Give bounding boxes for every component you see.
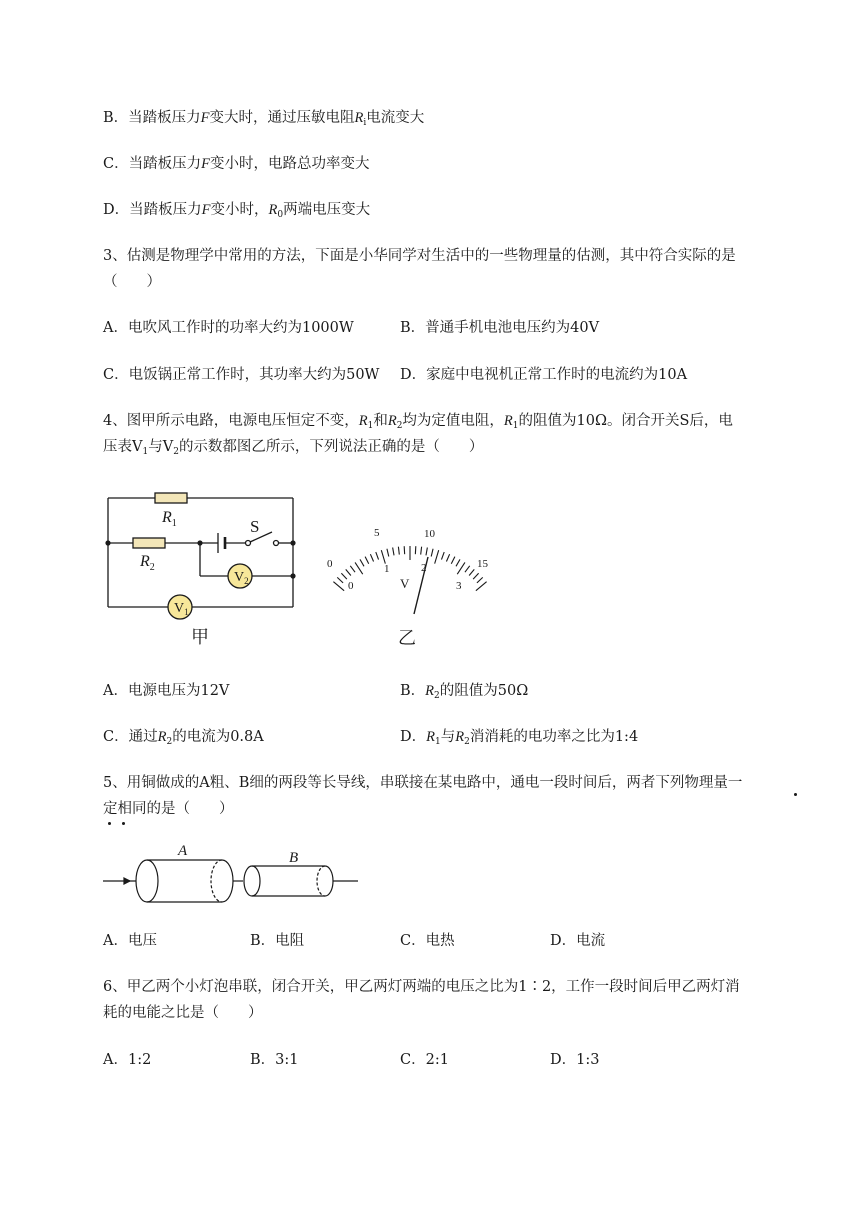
dial-tick (370, 554, 373, 561)
q6-option-c: C．2:1 (400, 1052, 449, 1068)
q6-stem-line1: 6、甲乙两个小灯泡串联，闭合开关，甲乙两灯两端的电压之比为1∶2，工作一段时间后甲乙两灯消 (103, 979, 740, 995)
meter-bottom-3: 3 (456, 580, 462, 592)
q4-option-d: D．$R_1$与$R_2$消消耗的电功率之比为1:4 (400, 729, 639, 747)
q6-option-d: D．1:3 (550, 1052, 600, 1068)
dial-tick (477, 577, 483, 582)
dial-tick (360, 559, 364, 566)
switch-label: S (250, 517, 260, 536)
q3-option-c: C．电饭锅正常工作时，其功率大约为50W (103, 367, 380, 383)
dial-tick (350, 566, 355, 572)
figure-label-yi: 乙 (398, 628, 416, 648)
dial-tick (355, 562, 363, 574)
meter-top-5: 5 (374, 527, 380, 539)
voltmeter-dial-yi (318, 518, 503, 653)
q5-option-a: A．电压 (103, 933, 157, 949)
dial-tick (446, 554, 449, 561)
emphasis-dot (794, 793, 797, 796)
q6-stem-line2: 耗的电能之比是（ ） (103, 1005, 263, 1021)
dial-tick (435, 550, 439, 563)
q6-option-a: A．1:2 (103, 1052, 152, 1068)
dial-tick (398, 547, 399, 555)
q3-option-d: D．家庭中电视机正常工作时的电流约为10A (400, 367, 688, 383)
q3-option-a: A．电吹风工作时的功率大约为1000W (103, 320, 354, 336)
r1-label: $R_1$ (162, 509, 177, 529)
meter-bottom-0: 0 (348, 580, 354, 592)
conductor-a-label: A (178, 843, 188, 859)
q2-option-c: C．当踏板压力F变小时，电路总功率变大 (103, 156, 370, 172)
q4-stem-line1: 4、图甲所示电路，电源电压恒定不变，$R_1$和$R_2$均为定值电阻，$R_1$的阻值为10Ω。闭合开关S后，电 (103, 413, 733, 431)
q5-option-c: C．电热 (400, 933, 455, 949)
dial-tick (457, 562, 465, 574)
dial-tick (469, 569, 474, 575)
emphasis-dot (108, 822, 111, 825)
q4-stem-line2: 压表$V_1$与$V_2$的示数都图乙所示，下列说法正确的是（ ） (103, 439, 484, 457)
q5-stem-line1: 5、用铜做成的A粗、B细的两段等长导线，串联接在某电路中，通电一段时间后，两者下列物理量一 (103, 773, 742, 793)
dial-tick (456, 559, 460, 566)
dial-tick (421, 547, 422, 555)
q2-option-b: B．当踏板压力F变大时，通过压敏电阻$R_i$电流变大 (103, 110, 425, 128)
q3-stem-line2: （ ） (103, 274, 161, 290)
dial-tick (341, 573, 346, 579)
dial-tick (337, 577, 343, 582)
q4-option-a: A．电源电压为12V (103, 683, 230, 699)
meter-bottom-2: 2 (421, 562, 427, 574)
meter-top-10: 10 (424, 528, 435, 540)
dial-tick (441, 552, 444, 560)
q5-option-b: B．电阻 (250, 933, 305, 949)
meter-top-0: 0 (327, 558, 333, 570)
q4-option-b: B．$R_2$的阻值为50Ω (400, 683, 529, 701)
q5-stem-line2: 定相同的是（ ） (103, 799, 234, 819)
meter-bottom-1: 1 (384, 563, 390, 575)
dial-tick (387, 549, 389, 557)
q3-stem-line1: 3、估测是物理学中常用的方法，下面是小华同学对生活中的一些物理量的估测，其中符合实际的是 (103, 248, 736, 264)
dial-tick (346, 569, 351, 575)
dial-tick (376, 552, 379, 560)
circuit-diagram-jia (100, 485, 305, 655)
conductor-b-label: B (289, 850, 299, 866)
r2-label: $R_2$ (140, 553, 155, 573)
dial-tick (431, 549, 433, 557)
dial-tick (473, 573, 478, 579)
q5-option-d: D．电流 (550, 933, 606, 949)
dial-tick (451, 557, 455, 564)
dial-tick (465, 566, 470, 572)
wire-diagram (100, 840, 365, 905)
dial-tick (426, 548, 427, 556)
q4-option-c: C．通过$R_2$的电流为0.8A (103, 729, 264, 747)
v2-label: $V_2$ (234, 570, 249, 586)
dial-tick (393, 548, 394, 556)
dial-tick (381, 550, 385, 563)
dial-tick (365, 557, 369, 564)
meter-unit: V (400, 576, 410, 591)
meter-top-15: 15 (477, 558, 488, 570)
figure-label-jia: 甲 (191, 627, 209, 647)
v1-label: $V_1$ (174, 601, 189, 617)
emphasis-dot (122, 822, 125, 825)
q3-option-b: B．普通手机电池电压约为40V (400, 320, 600, 336)
q2-option-d: D．当踏板压力F变小时，$R_0$两端电压变大 (103, 202, 371, 220)
q6-option-b: B．3:1 (250, 1052, 299, 1068)
